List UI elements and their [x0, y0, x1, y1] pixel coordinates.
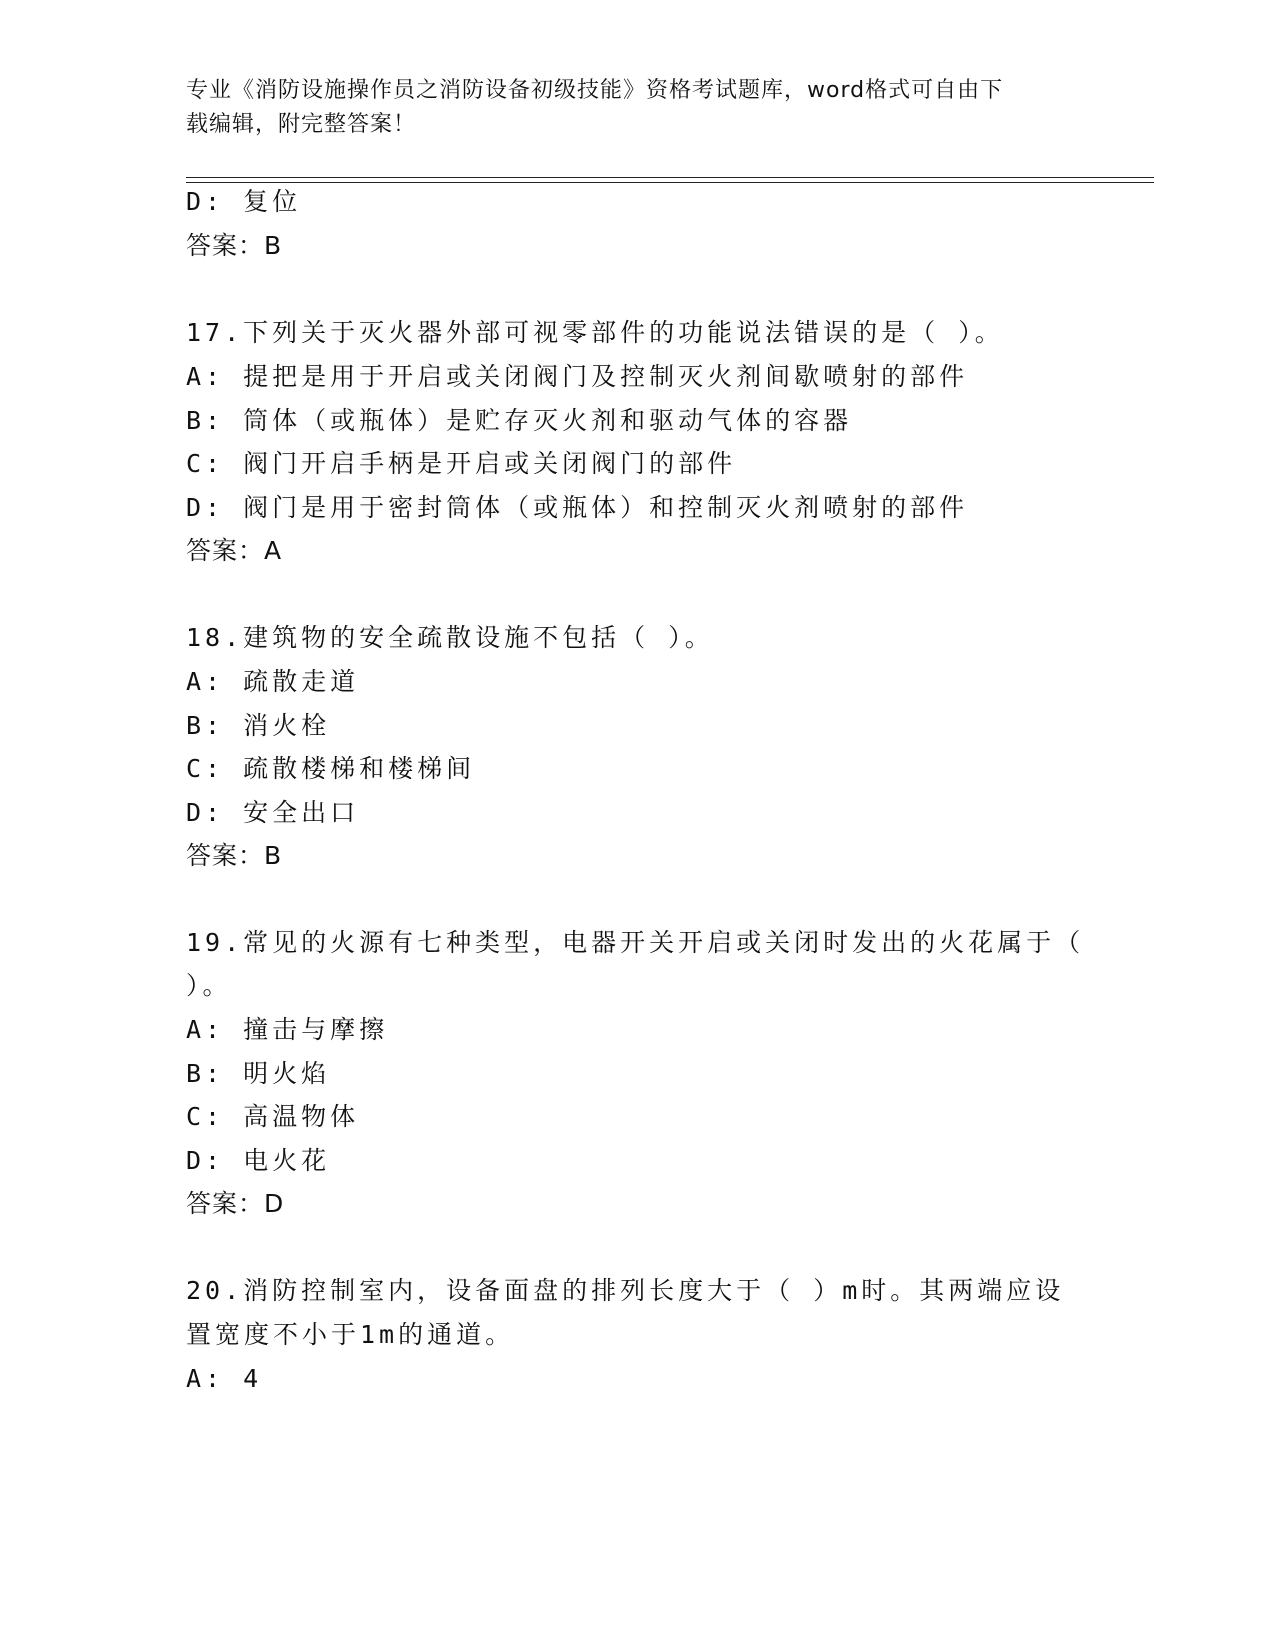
question-20-option-a: A: 4	[186, 1364, 263, 1393]
question-17-option-b: B: 筒体（或瓶体）是贮存灭火剂和驱动气体的容器	[186, 406, 853, 435]
question-19-answer: 答案：D	[186, 1189, 285, 1218]
question-17-option-a: A: 提把是用于开启或关闭阀门及控制灭火剂间歇喷射的部件	[186, 362, 969, 391]
header-divider-top	[186, 177, 1154, 178]
header-line-1: 专业《消防设施操作员之消防设备初级技能》资格考试题库，word格式可自由下	[186, 78, 1004, 103]
question-20-stem-line-2: 置宽度不小于1m的通道。	[186, 1320, 515, 1349]
prev-option-d: D: 复位	[186, 187, 302, 216]
question-20-stem-line-1: 20.消防控制室内，设备面盘的排列长度大于（ ）m时。其两端应设	[186, 1276, 1065, 1305]
header-divider-bottom	[186, 182, 1154, 183]
question-19-option-d: D: 电火花	[186, 1146, 331, 1175]
question-17-option-d: D: 阀门是用于密封筒体（或瓶体）和控制灭火剂喷射的部件	[186, 493, 969, 522]
question-19-option-a: A: 撞击与摩擦	[186, 1015, 389, 1044]
prev-answer: 答案：B	[186, 231, 283, 260]
question-18-option-c: C: 疏散楼梯和楼梯间	[186, 754, 476, 783]
question-19-option-b: B: 明火焰	[186, 1059, 331, 1088]
question-18-stem: 18.建筑物的安全疏散设施不包括（ ）。	[186, 623, 714, 652]
question-18-answer: 答案：B	[186, 841, 283, 870]
question-17-stem: 17.下列关于灭火器外部可视零部件的功能说法错误的是（ ）。	[186, 318, 1004, 347]
question-18-option-b: B: 消火栓	[186, 711, 331, 740]
question-18-option-a: A: 疏散走道	[186, 667, 360, 696]
question-19-option-c: C: 高温物体	[186, 1102, 360, 1131]
question-18-option-d: D: 安全出口	[186, 798, 360, 827]
question-17-answer: 答案：A	[186, 536, 283, 565]
question-19-stem-line-2: ）。	[186, 971, 232, 1000]
document-header	[186, 74, 1066, 142]
question-19-stem-line-1: 19.常见的火源有七种类型，电器开关开启或关闭时发出的火花属于（	[186, 928, 1085, 957]
question-17-option-c: C: 阀门开启手柄是开启或关闭阀门的部件	[186, 449, 737, 478]
header-line-2: 载编辑，附完整答案！	[186, 112, 417, 137]
